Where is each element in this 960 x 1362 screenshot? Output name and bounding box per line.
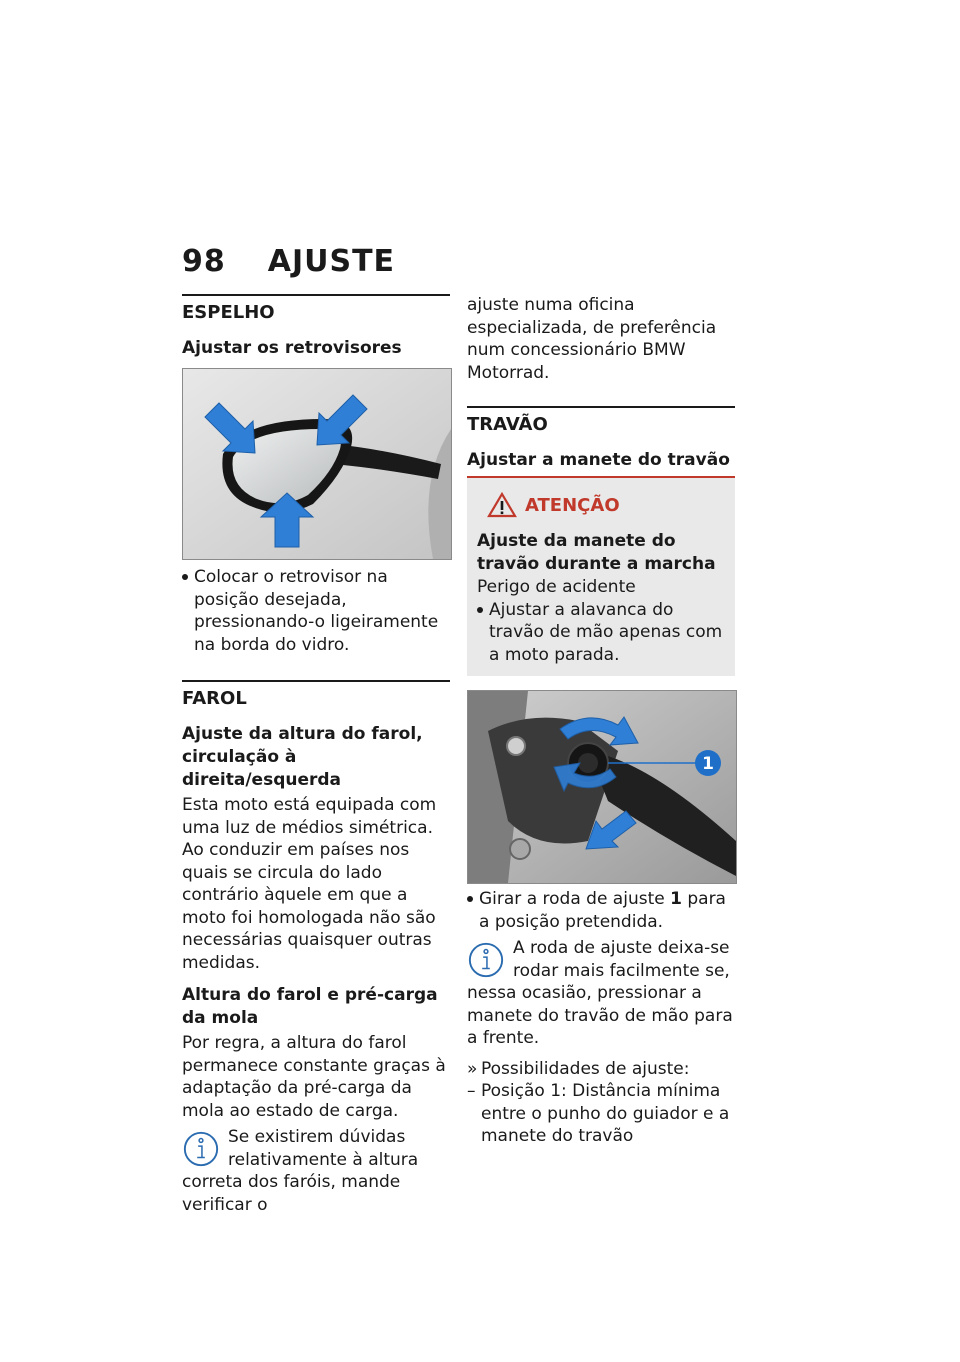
- info-icon: [467, 941, 505, 979]
- info-note-farol: [182, 1126, 450, 1216]
- bullet-girar: [467, 888, 735, 933]
- warning-box: [467, 476, 735, 676]
- subtitle-altura-farol: Ajuste da altura do farol, circulação à direita/esquerda: [182, 724, 423, 790]
- section-title-espelho: ESPELHO: [182, 294, 450, 323]
- bullet-mirror: Colocar o retrovisor na posição desejada, pressionando-o ligeiramente na borda do vidro.: [182, 566, 450, 656]
- section-title-farol: FAROL: [182, 680, 450, 709]
- warning-risk: Perigo de acidente: [477, 577, 636, 597]
- warning-label: ATENÇÃO: [525, 494, 620, 516]
- dash-icon: –: [467, 1081, 476, 1101]
- options-label: [467, 1058, 735, 1081]
- info-note-travao: [467, 937, 735, 1050]
- bullet-girar-pre: Girar a roda de ajuste: [479, 889, 665, 909]
- chevron-right-icon: »: [467, 1058, 478, 1079]
- page-header: [182, 244, 395, 279]
- info-note-travao-text: A roda de ajuste deixa-se rodar mais facilmente se, nessa ocasião, pressionar a manete do travão de mão para a frente.: [467, 938, 733, 1048]
- section-title-travao: TRAVÃO: [467, 406, 735, 435]
- options-label-text: Possibilidades de ajuste:: [481, 1058, 690, 1079]
- warning-bullet: Ajustar a alavanca do travão de mão apenas com a moto parada.: [477, 599, 725, 667]
- left-column: [182, 294, 450, 1216]
- page-number: 98: [182, 244, 226, 279]
- brake-lever-figure: [467, 690, 737, 884]
- bullet-girar-num: 1: [670, 889, 682, 909]
- warning-header: [477, 492, 725, 518]
- subtitle-pre-carga: Altura do farol e pré-carga da mola: [182, 985, 438, 1028]
- callout-number: 1: [702, 754, 714, 774]
- option-1-text: Posição 1: Distância mínima entre o punho do guiador e a manete do travão: [481, 1081, 730, 1146]
- body-pre-carga: Por regra, a altura do farol permanece constante graças à adaptação da pré-carga da mola ao estado de carga.: [182, 1033, 446, 1121]
- note-continuation: ajuste numa oficina especializada, de preferência num concessionário BMW Motorrad.: [467, 295, 717, 383]
- brake-lever-illustration: [468, 691, 736, 883]
- warning-triangle-icon: [487, 492, 517, 518]
- info-icon: [182, 1130, 220, 1168]
- mirror-illustration: [183, 369, 451, 559]
- body-farol: Esta moto está equipada com uma luz de médios simétrica. Ao conduzir em países nos quais se circula do lado contrário àquele em que a moto foi homologada não são necessárias quaisquer outras medidas.: [182, 795, 437, 973]
- warning-heading: Ajuste da manete do travão durante a marcha: [477, 531, 716, 574]
- option-1: [467, 1080, 735, 1148]
- bullet-girar-post: para a posição pretendida.: [479, 889, 726, 932]
- right-column: [467, 294, 735, 1148]
- info-note-text: Se existirem dúvidas relativamente à altura correta dos faróis, mande verificar o: [182, 1127, 419, 1215]
- subtitle-manete: Ajustar a manete do travão: [467, 450, 730, 470]
- subtitle-retrovisores: Ajustar os retrovisores: [182, 338, 402, 358]
- chapter-title: AJUSTE: [267, 244, 396, 279]
- mirror-figure: [182, 368, 452, 560]
